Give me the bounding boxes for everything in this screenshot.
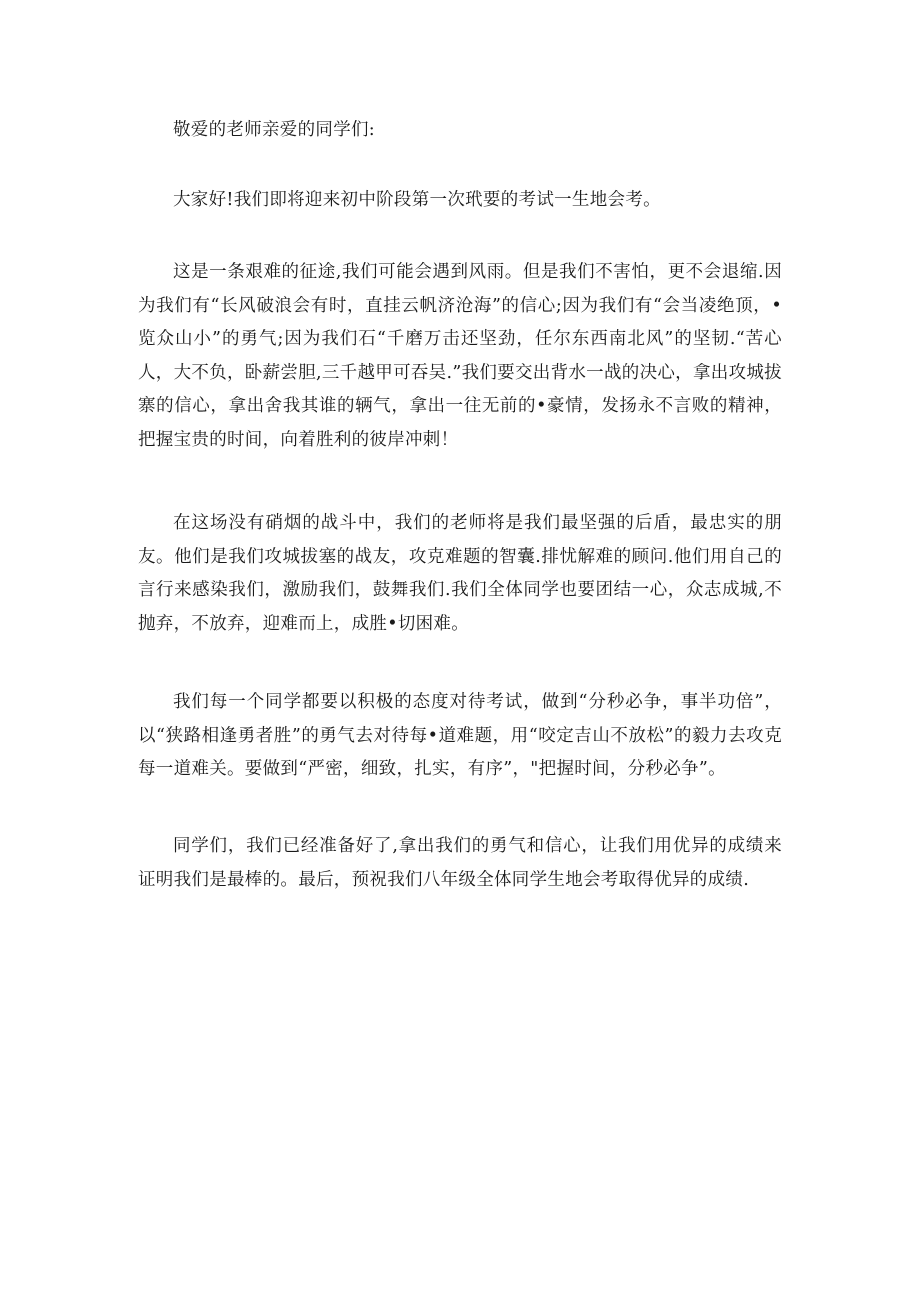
body-paragraph-2: 在这场没有硝烟的战斗中，我们的老师将是我们最坚强的后盾，最忠实的朋友。他们是我们攻城拔塞的战友，攻克难题的智囊.排忧解难的顾问.他们用自己的言行来感染我们，激励我们，鼓舞我们.我们全体同学也要团结一心，众志成城,不抛弃，不放弃，迎难而上，成胜•切困难。 — [138, 513, 782, 634]
body-paragraph-1: 这是一条艰难的征途,我们可能会遇到风雨。但是我们不害怕，更不会退缩.因为我们有“长风破浪会有时，直挂云帆济沧海”的信心;因为我们有“会当凌绝顶，•览众山小”的勇气;因为我们石“千磨万击还坚劲，任尔东西南北风”的坚韧.“苦心人，大不负，卧薪尝胆,三千越甲可吞吴.”我们要交出背水一战的决心，拿出攻城拔寨的信心，拿出舍我其谁的辆气，拿出一往无前的•豪情，发扬永不言败的精神，把握宝贵的时间，向着胜利的彼岸冲刺！ — [138, 262, 782, 450]
greeting-paragraph: 大家好!我们即将迎来初中阶段第一次玳要的考试一生地会考。 — [173, 190, 661, 210]
salutation: 敬爱的老师亲爱的同学们: — [173, 120, 375, 140]
closing-paragraph: 同学们，我们已经准备好了,拿出我们的勇气和信心，让我们用优异的成绩来证明我们是最棒的。最后，预祝我们八年级全体同学生地会考取得优异的成绩. — [138, 836, 782, 890]
body-paragraph-3: 我们每一个同学都要以积极的态度对待考试，做到“分秒必争，事半功倍”，以“狭路相逢勇者胜”的勇气去对待每•道难题，用“咬定吉山不放松”的毅力去攻克每一道难关。要做到“严密，细致，扎实，有序”，"把握时间，分秒必争”。 — [138, 692, 782, 779]
